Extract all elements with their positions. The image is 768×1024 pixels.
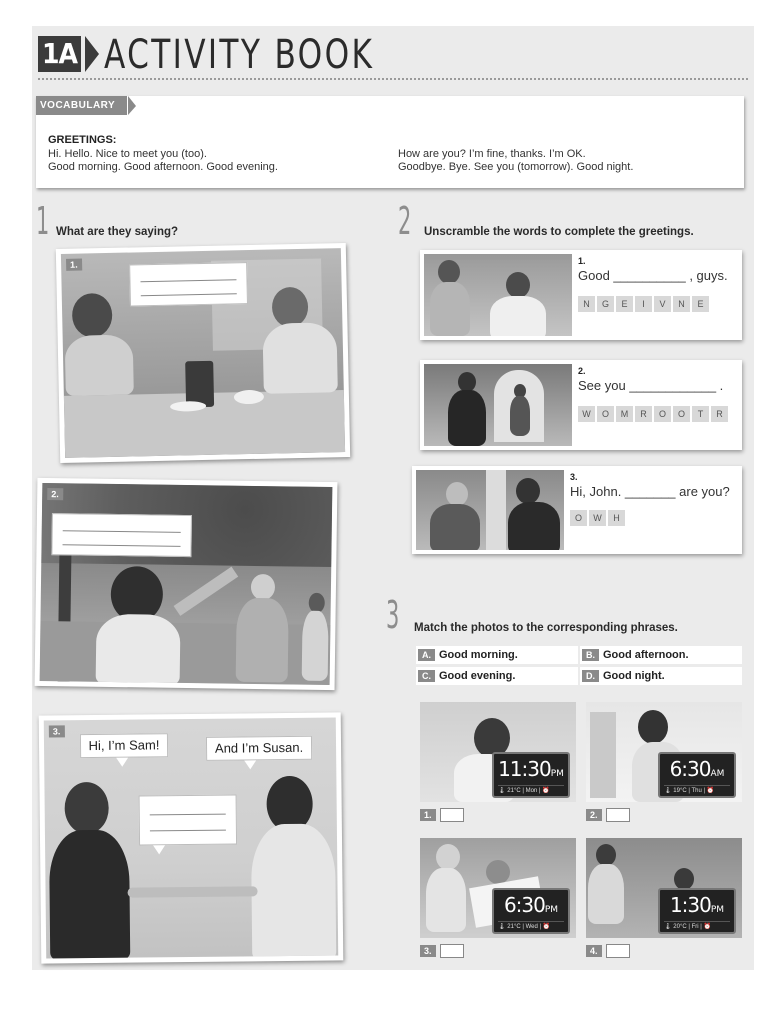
clock-ampm: PM [544, 905, 559, 915]
vocabulary-line: Good morning. Good afternoon. Good evening. [48, 161, 278, 173]
answer-number: 2. [586, 809, 602, 821]
letter-tile: G [597, 296, 614, 312]
letter-tile: M [616, 406, 633, 422]
letter-tile: O [597, 406, 614, 422]
section-1-title: What are they saying? [56, 226, 179, 238]
clock-display [492, 752, 570, 798]
match-photo-2 [586, 702, 742, 802]
answer-box[interactable] [440, 808, 464, 822]
speech-bubble-blank [129, 262, 248, 306]
clock-info: 🌡 20°C | Fri | ⏰ [664, 921, 730, 930]
letter-tile: I [635, 296, 652, 312]
phrase-key: A. [418, 649, 435, 661]
letter-tiles [570, 510, 625, 526]
phrase-text: Good morning. [439, 649, 518, 661]
title-divider [38, 78, 748, 80]
letter-tile: O [654, 406, 671, 422]
vocabulary-line: Hi. Hello. Nice to meet you (too). [48, 148, 207, 160]
answer-number: 1. [420, 809, 436, 821]
speech-bubble-blank [51, 513, 192, 557]
vocabulary-box [36, 96, 744, 188]
letter-tile: E [616, 296, 633, 312]
section-2-number: 2 [398, 199, 412, 243]
match-photo-4 [586, 838, 742, 938]
clock-ampm: AM [710, 769, 725, 779]
match-photo-1 [420, 702, 576, 802]
letter-tile: O [570, 510, 587, 526]
photo-number: 1. [66, 259, 82, 271]
section-1-number: 1 [36, 199, 50, 243]
clock-ampm: PM [550, 769, 564, 779]
unscramble-sentence: Hi, John. _______ are you? [570, 484, 730, 499]
unscramble-photo [424, 364, 572, 446]
phrase-key: B. [582, 649, 599, 661]
letter-tile: N [578, 296, 595, 312]
clock-time: 11:30 [498, 757, 551, 781]
clock-time: 6:30 [669, 757, 711, 781]
section-3-number: 3 [386, 593, 400, 637]
letter-tile: W [578, 406, 595, 422]
answer-slot-3 [420, 944, 464, 958]
letter-tiles [578, 406, 728, 422]
speech-bubble-susan: And I’m Susan. [206, 736, 312, 761]
unscramble-photo [424, 254, 572, 336]
worksheet-page [32, 26, 754, 970]
answer-box[interactable] [606, 944, 630, 958]
phrase-row [416, 667, 744, 685]
unscramble-card-1 [420, 250, 742, 340]
answer-box[interactable] [606, 808, 630, 822]
letter-tile: T [692, 406, 709, 422]
phrase-text: Good evening. [439, 670, 516, 682]
section-3-title: Match the photos to the corresponding phrases. [414, 622, 678, 634]
phrase-text: Good afternoon. [603, 649, 689, 661]
answer-slot-4 [586, 944, 630, 958]
letter-tile: E [692, 296, 709, 312]
exercise-photo-2 [35, 478, 338, 690]
phrase-key: C. [418, 670, 435, 682]
speech-bubble-blank [139, 795, 238, 846]
answer-box[interactable] [440, 944, 464, 958]
answer-slot-2 [586, 808, 630, 822]
answer-number: 4. [586, 945, 602, 957]
match-photo-3 [420, 838, 576, 938]
phrase-text: Good night. [603, 670, 665, 682]
unscramble-photo [416, 470, 564, 550]
letter-tiles [578, 296, 709, 312]
page-title: ACTIVITY BOOK [104, 32, 375, 78]
speech-bubble-sam: Hi, I’m Sam! [80, 733, 168, 758]
unscramble-sentence: See you ____________ . [578, 378, 724, 393]
clock-ampm: PM [710, 905, 725, 915]
clock-info: 🌡 19°C | Thu | ⏰ [664, 785, 730, 794]
bubble-tail [244, 760, 256, 769]
clock-info: 🌡 21°C | Mon | ⏰ [498, 785, 564, 794]
photo-number: 3. [49, 725, 65, 737]
section-2-title: Unscramble the words to complete the greetings. [424, 226, 694, 238]
exercise-photo-3 [39, 712, 344, 963]
vocabulary-line: How are you? I’m fine, thanks. I’m OK. [398, 148, 586, 160]
unscramble-card-2 [420, 360, 742, 450]
unit-badge: 1A [38, 36, 81, 72]
letter-tile: W [589, 510, 606, 526]
bubble-tail [116, 758, 128, 767]
letter-tile: N [673, 296, 690, 312]
letter-tile: H [608, 510, 625, 526]
answer-number: 3. [420, 945, 436, 957]
clock-time: 6:30 [503, 893, 545, 917]
clock-info: 🌡 21°C | Wed | ⏰ [498, 921, 564, 930]
letter-tile: R [635, 406, 652, 422]
item-number: 3. [570, 472, 578, 482]
answer-slot-1 [420, 808, 464, 822]
phrase-a [416, 646, 578, 664]
phrase-c [416, 667, 578, 685]
unit-arrow-icon [85, 36, 99, 72]
vocabulary-heading: GREETINGS: [48, 134, 117, 146]
phrase-b [580, 646, 742, 664]
photo-number: 2. [47, 488, 63, 500]
unscramble-card-3 [412, 466, 742, 554]
letter-tile: V [654, 296, 671, 312]
letter-tile: O [673, 406, 690, 422]
phrase-key: D. [582, 670, 599, 682]
tab-arrow-icon [128, 96, 136, 115]
phrase-d [580, 667, 742, 685]
vocabulary-line: Goodbye. Bye. See you (tomorrow). Good night. [398, 161, 634, 173]
bubble-tail [153, 845, 165, 854]
phrase-row [416, 646, 744, 664]
letter-tile: R [711, 406, 728, 422]
clock-time: 1:30 [669, 893, 711, 917]
clock-display [658, 888, 736, 934]
item-number: 2. [578, 366, 586, 376]
item-number: 1. [578, 256, 586, 266]
exercise-photo-1 [56, 243, 350, 463]
unscramble-sentence: Good __________ , guys. [578, 268, 728, 283]
clock-display [492, 888, 570, 934]
vocabulary-tab: VOCABULARY [36, 96, 127, 115]
clock-display [658, 752, 736, 798]
